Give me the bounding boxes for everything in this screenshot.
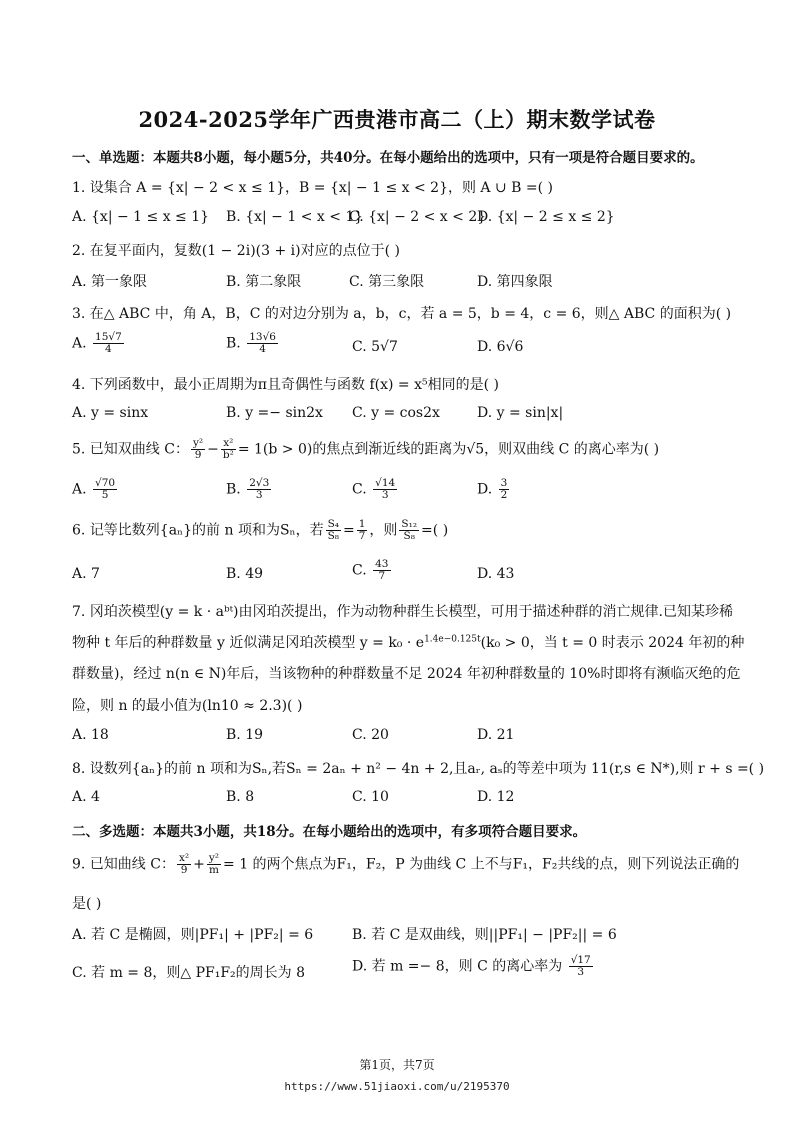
question-8-option-c: C. 10 bbox=[352, 789, 389, 805]
question-4-stem: 4. 下列函数中，最小正周期为π且奇偶性与函数 f(x) = x⁵相同的是( ) bbox=[72, 377, 499, 393]
stem-text: ，则 bbox=[369, 522, 398, 539]
denominator: 3 bbox=[381, 489, 389, 502]
question-6-option-b: B. 49 bbox=[226, 566, 264, 582]
question-4-option-c: C. y = cos2x bbox=[352, 405, 440, 421]
denominator: 3 bbox=[577, 966, 585, 979]
numerator: 13√6 bbox=[249, 331, 276, 343]
question-7-option-d: D. 21 bbox=[477, 727, 515, 743]
denominator: 5 bbox=[101, 489, 109, 502]
denominator: m bbox=[208, 864, 219, 877]
stem-text: =( ) bbox=[421, 522, 449, 539]
numerator: 3 bbox=[500, 477, 508, 489]
fraction bbox=[93, 478, 117, 501]
question-3-option-b bbox=[226, 332, 280, 355]
denominator: 2 bbox=[500, 489, 508, 502]
denominator: S₈ bbox=[327, 530, 339, 543]
question-5-option-d bbox=[477, 478, 511, 501]
stem-text: 6. 记等比数列{aₙ}的前 n 项和为Sₙ，若 bbox=[72, 522, 324, 539]
question-8-stem: 8. 设数列{aₙ}的前 n 项和为Sₙ,若Sₙ = 2aₙ + n² − 4n + 2,且aᵣ, aₛ的等差中项为 11(r,s ∈ N*),则 r + s =( ) bbox=[72, 761, 765, 777]
numerator: √17 bbox=[570, 954, 591, 966]
question-5-option-c bbox=[352, 478, 399, 501]
fraction bbox=[357, 519, 368, 542]
question-9-stem bbox=[72, 853, 739, 876]
numerator: √70 bbox=[95, 477, 116, 489]
denominator: 4 bbox=[259, 343, 266, 356]
question-7-option-c: C. 20 bbox=[352, 727, 389, 743]
numerator: 1 bbox=[358, 518, 366, 530]
question-1-option-d: D. {x| − 2 ≤ x ≤ 2} bbox=[477, 209, 615, 225]
section-single-choice-heading: 一、单选题：本题共8小题，每小题5分，共40分。在每小题给出的选项中，只有一项是符合题目要求的。 bbox=[72, 150, 704, 166]
fraction bbox=[373, 478, 397, 501]
question-5-stem bbox=[72, 438, 659, 461]
source-url-watermark: https://www.51jiaoxi.com/u/2195370 bbox=[284, 1080, 510, 1093]
stem-text: 物种 t 年后的种群数量 y 近似满足冈珀茨模型 y = k₀ · e bbox=[72, 635, 425, 651]
question-1-option-b: B. {x| − 1 < x < 1} bbox=[226, 209, 364, 225]
question-6-option-c bbox=[352, 559, 393, 582]
plus-sign: + bbox=[193, 856, 205, 873]
question-7-line-1: 7. 冈珀茨模型(y = k · aᵇᵗ)由冈珀茨提出，作为动物种群生长模型，可用于描述种群的消亡规律.已知某珍稀 bbox=[72, 604, 733, 620]
question-9-option-c: C. 若 m = 8，则△ PF₁F₂的周长为 8 bbox=[72, 965, 306, 981]
stem-text: = 1 的两个焦点为F₁，F₂，P 为曲线 C 上不与F₁，F₂共线的点，则下列说法正确的 bbox=[223, 856, 740, 873]
stem-text: = 1(b > 0)的焦点到渐近线的距离为√5，则双曲线 C 的离心率为( ) bbox=[237, 441, 660, 458]
question-2-stem: 2. 在复平面内，复数(1 − 2i)(3 + i)对应的点位于( ) bbox=[72, 243, 400, 259]
fraction bbox=[191, 438, 205, 461]
question-9-option-a: A. 若 C 是椭圆，则|PF₁| + |PF₂| = 6 bbox=[72, 927, 314, 943]
question-3-option-a bbox=[72, 332, 126, 355]
question-2-option-a: A. 第一象限 bbox=[72, 274, 148, 290]
denominator: 9 bbox=[194, 449, 202, 462]
numerator: y² bbox=[208, 852, 220, 864]
exponent: 1.4e−0.125t bbox=[424, 634, 481, 645]
question-2-option-c: C. 第三象限 bbox=[349, 274, 425, 290]
stem-text: 5. 已知双曲线 C： bbox=[72, 441, 189, 458]
question-5-option-b bbox=[226, 478, 273, 501]
question-3-option-d: D. 6√6 bbox=[477, 339, 524, 355]
fraction bbox=[569, 955, 593, 978]
numerator: 43 bbox=[375, 558, 389, 570]
option-label: C. bbox=[352, 481, 367, 498]
exam-title: 2024-2025学年广西贵港市高二（上）期末数学试卷 bbox=[138, 107, 656, 132]
question-8-option-b: B. 8 bbox=[226, 789, 255, 805]
option-label: A. bbox=[72, 335, 87, 352]
question-4-option-a: A. y = sinx bbox=[72, 405, 149, 421]
question-4-option-b: B. y =− sin2x bbox=[226, 405, 323, 421]
question-1-option-a: A. {x| − 1 ≤ x ≤ 1} bbox=[72, 209, 210, 225]
numerator: √14 bbox=[375, 477, 396, 489]
stem-text: 9. 已知曲线 C： bbox=[72, 856, 175, 873]
numerator: x² bbox=[221, 438, 236, 450]
numerator: 15√7 bbox=[95, 331, 122, 343]
option-label: D. bbox=[477, 481, 493, 498]
question-2-option-b: B. 第二象限 bbox=[226, 274, 302, 290]
question-1-stem: 1. 设集合 A = {x| − 2 < x ≤ 1}，B = {x| − 1 ≤ x < 2}，则 A ∪ B =( ) bbox=[72, 180, 554, 196]
numerator: y² bbox=[192, 437, 204, 449]
numerator: S₁₂ bbox=[401, 518, 418, 530]
question-7-option-b: B. 19 bbox=[226, 727, 264, 743]
question-7-line-4: 险，则 n 的最小值为(ln10 ≈ 2.3)( ) bbox=[72, 698, 303, 714]
question-6-stem bbox=[72, 519, 448, 542]
denominator: S₈ bbox=[403, 530, 415, 543]
fraction bbox=[93, 332, 124, 355]
numerator: x² bbox=[178, 852, 190, 864]
fraction bbox=[499, 478, 510, 501]
section-multiple-choice-heading: 二、多选题：本题共3小题，共18分。在每小题给出的选项中，有多项符合题目要求。 bbox=[72, 824, 587, 840]
question-9-option-d bbox=[352, 955, 595, 978]
denominator: 7 bbox=[358, 530, 366, 543]
option-label: B. bbox=[226, 335, 241, 352]
fraction bbox=[373, 559, 390, 582]
fraction bbox=[247, 478, 271, 501]
question-8-option-d: D. 12 bbox=[477, 789, 515, 805]
denominator: 9 bbox=[180, 864, 188, 877]
question-2-option-d: D. 第四象限 bbox=[477, 274, 553, 290]
question-3-option-c: C. 5√7 bbox=[352, 339, 398, 355]
denominator: 4 bbox=[105, 343, 112, 356]
denominator: b² bbox=[222, 449, 234, 462]
equals-sign: = bbox=[343, 522, 355, 539]
question-1-option-c: C. {x| − 2 < x < 2} bbox=[349, 209, 487, 225]
question-8-option-a: A. 4 bbox=[72, 789, 100, 805]
fraction bbox=[326, 519, 341, 542]
option-text: D. 若 m =− 8，则 C 的离心率为 bbox=[352, 958, 563, 975]
question-6-option-a: A. 7 bbox=[72, 566, 100, 582]
numerator: S₄ bbox=[327, 518, 339, 530]
option-label: B. bbox=[226, 481, 241, 498]
question-7-option-a: A. 18 bbox=[72, 727, 109, 743]
page-number: 第1页，共7页 bbox=[359, 1058, 435, 1072]
question-7-line-2 bbox=[72, 632, 744, 652]
numerator: 2√3 bbox=[249, 477, 270, 489]
stem-text: (k₀ > 0，当 t = 0 时表示 2024 年初的种 bbox=[480, 635, 745, 651]
question-6-option-d: D. 43 bbox=[477, 566, 515, 582]
fraction bbox=[399, 519, 419, 542]
fraction bbox=[247, 332, 278, 355]
option-label: A. bbox=[72, 481, 87, 498]
question-9-option-b: B. 若 C 是双曲线，则||PF₁| − |PF₂|| = 6 bbox=[352, 927, 617, 943]
fraction bbox=[207, 853, 221, 876]
denominator: 7 bbox=[378, 570, 386, 583]
option-label: C. bbox=[352, 562, 367, 579]
question-9-line-2: 是( ) bbox=[72, 896, 102, 912]
question-5-option-a bbox=[72, 478, 119, 501]
denominator: 3 bbox=[255, 489, 263, 502]
question-7-line-3: 群数量)，经过 n(n ∈ N)年后，当该物种的种群数量不足 2024 年初种群数量的 10%时即将有濒临灭绝的危 bbox=[72, 666, 741, 682]
fraction bbox=[177, 853, 191, 876]
question-4-option-d: D. y = sin|x| bbox=[477, 405, 564, 421]
fraction bbox=[221, 438, 236, 461]
minus-sign: − bbox=[207, 441, 219, 458]
question-3-stem: 3. 在△ ABC 中，角 A，B，C 的对边分别为 a，b，c，若 a = 5，b = 4，c = 6，则△ ABC 的面积为( ) bbox=[72, 306, 732, 322]
